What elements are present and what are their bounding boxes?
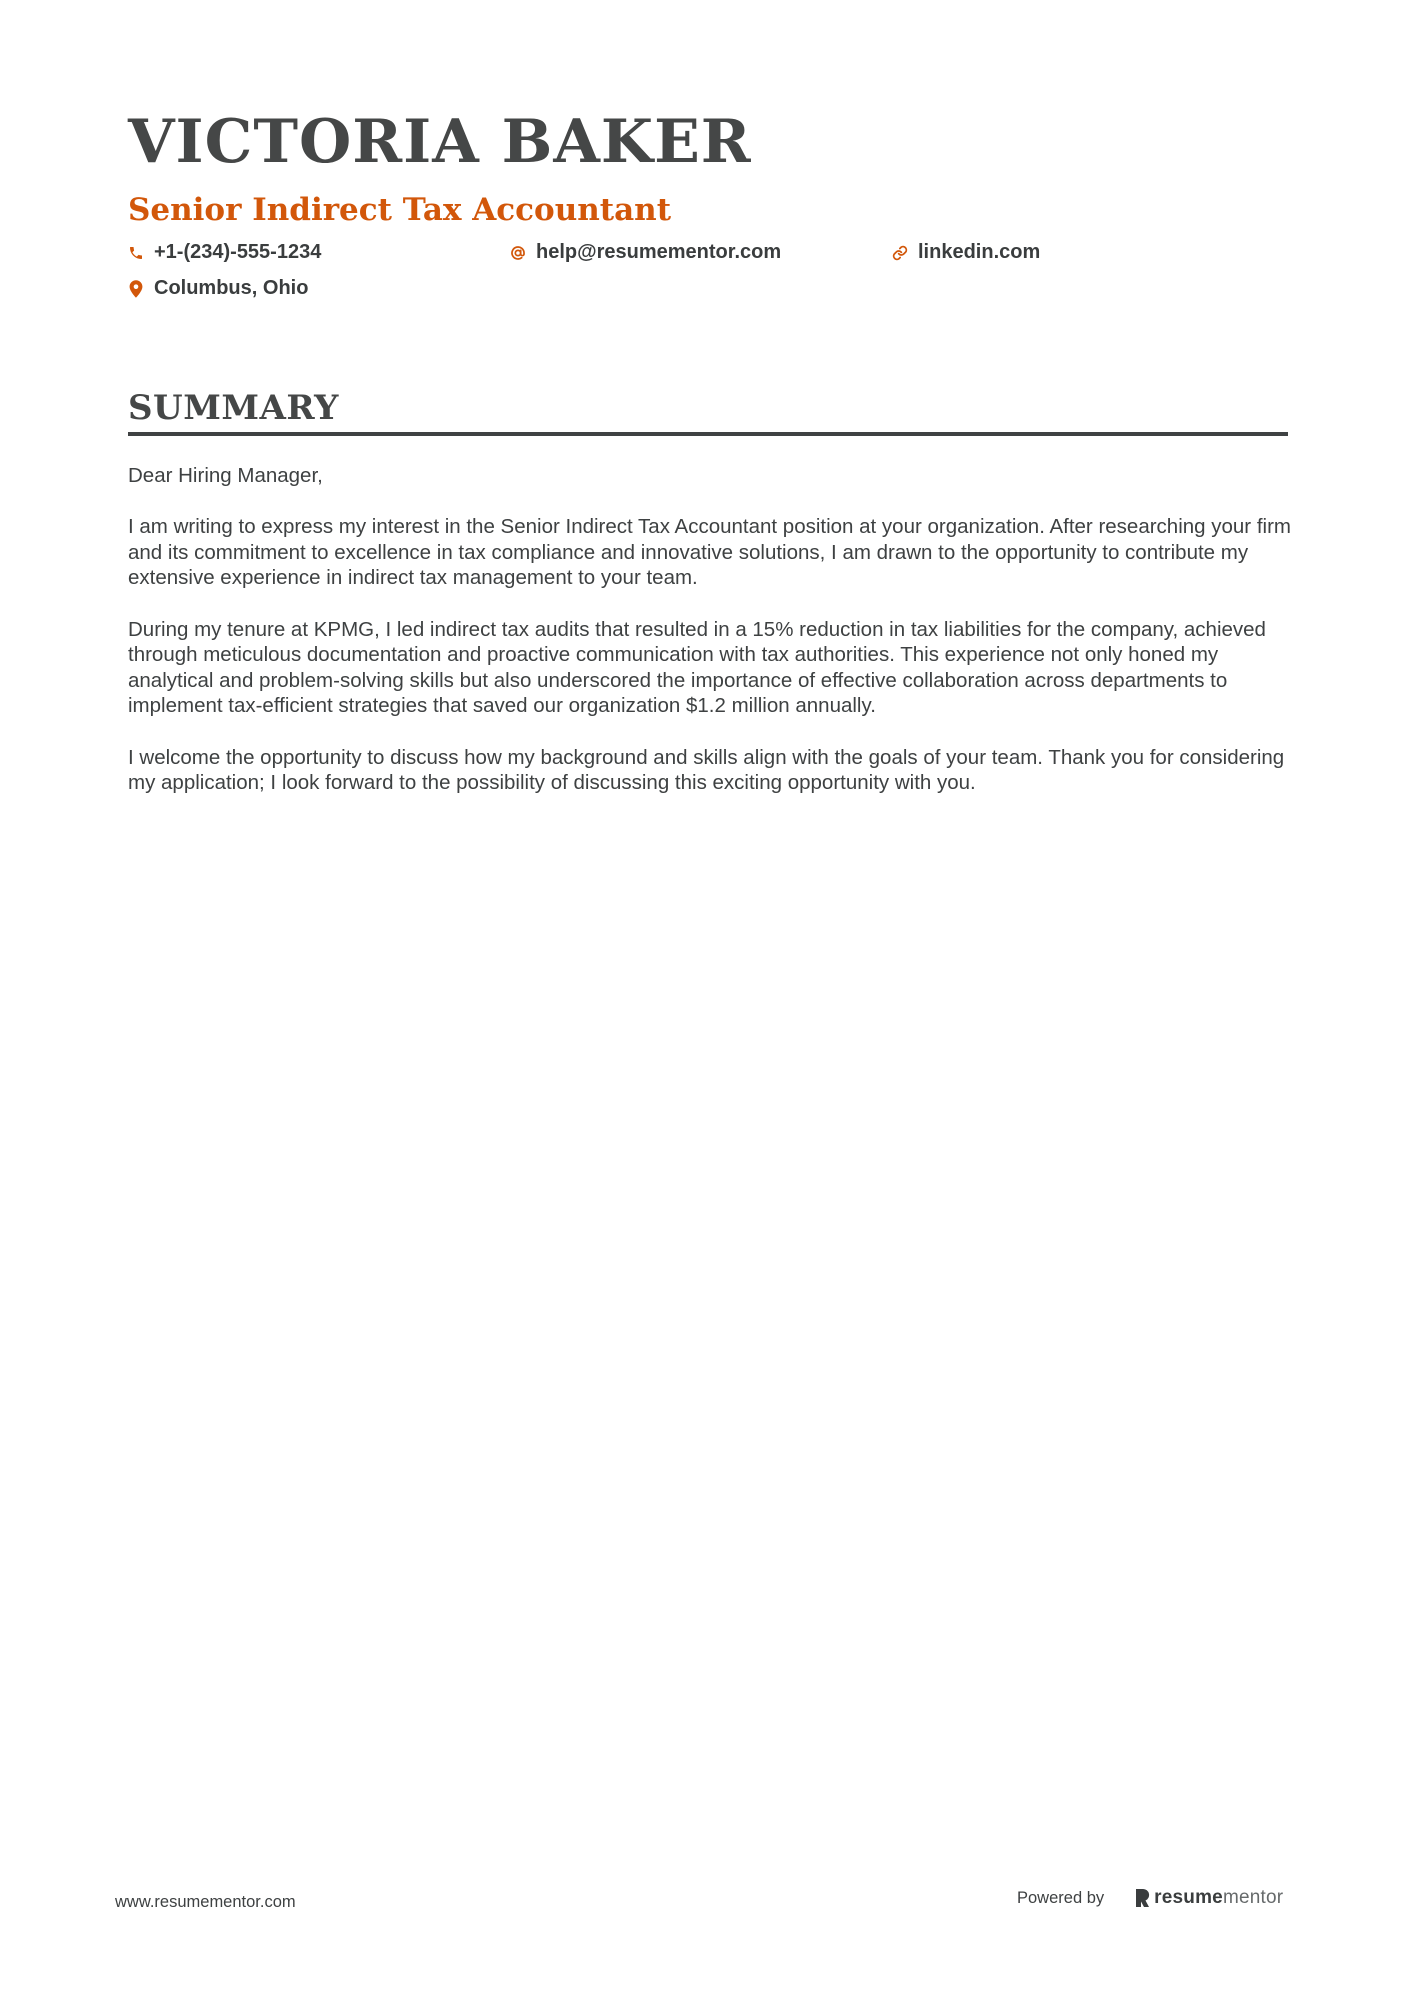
contact-email[interactable] (510, 241, 781, 264)
footer-website[interactable]: www.resumementor.com (115, 1893, 296, 1911)
contact-link[interactable] (892, 241, 1040, 264)
summary-body (128, 463, 1293, 821)
summary-paragraph: I welcome the opportunity to discuss how my background and skills align with the goals of your team. Thank you for considering my application; I look forward to the possibility of discussing this exciting opportunity with you. (128, 745, 1285, 795)
contact-phone (128, 241, 321, 264)
job-title: Senior Indirect Tax Accountant (128, 192, 672, 228)
powered-by-label: Powered by (1017, 1888, 1105, 1907)
candidate-name: VICTORIA BAKER (128, 107, 752, 177)
phone-text: +1-(234)-555-1234 (154, 241, 322, 263)
summary-paragraph: I am writing to express my interest in the Senior Indirect Tax Accountant position at your organization. After researching your firm and its commitment to excellence in tax compliance and innovative solutions, I am drawn to the opportunity to contribute my extensive experience in indirect tax management to your team. (128, 515, 1291, 590)
summary-heading: SUMMARY (128, 388, 339, 428)
location-text: Columbus, Ohio (154, 277, 309, 299)
summary-paragraph: During my tenure at KPMG, I led indirect tax audits that resulted in a 15% reduction in tax liabilities for the company, achieved through meticulous documentation and proactive communication with tax authorities. This experience not only honed my analytical and problem-solving skills but also underscored the importance of effective collaboration across departments to implement tax-efficient strategies that saved our organization $1.2 million annually. (128, 617, 1266, 718)
link-text[interactable]: linkedin.com (918, 241, 1041, 263)
at-sign-icon (510, 244, 526, 262)
link-icon (892, 244, 908, 262)
email-text[interactable]: help@resumementor.com (536, 241, 782, 263)
resumementor-logo[interactable] (1134, 1887, 1283, 1909)
resumementor-logo-text (1154, 1887, 1283, 1909)
map-pin-icon (128, 280, 144, 298)
phone-icon (128, 244, 144, 262)
brand-bold: resume (1154, 1887, 1223, 1908)
contact-location (128, 277, 308, 300)
brand-light: mentor (1222, 1887, 1284, 1908)
summary-paragraph: Dear Hiring Manager, (128, 464, 323, 487)
resumementor-logo-icon (1134, 1888, 1150, 1908)
footer-branding (1017, 1887, 1283, 1909)
section-divider (128, 432, 1288, 436)
